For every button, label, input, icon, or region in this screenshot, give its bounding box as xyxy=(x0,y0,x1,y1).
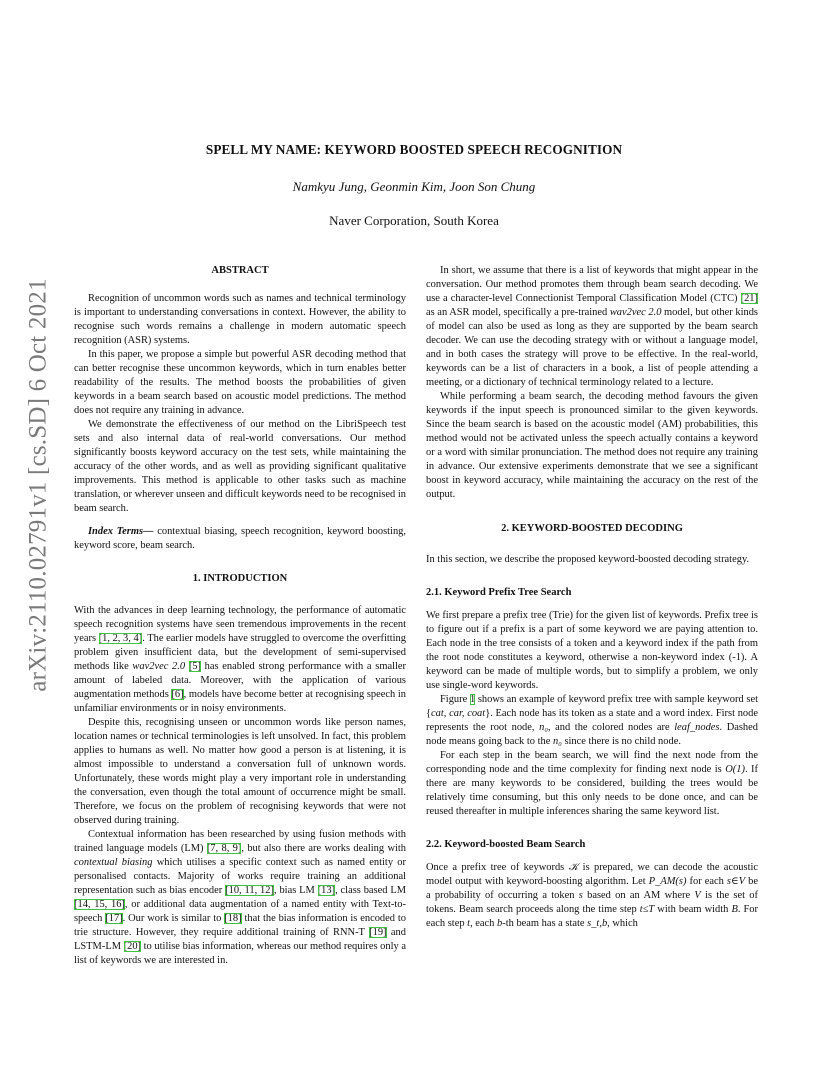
figure-link[interactable]: 1 xyxy=(469,694,476,705)
intro-paragraph-3: Contextual information has been researched by using fusion methods with trained language models (LM) [7, 8, 9], but also there are works dealing with contextual biasing which utilises a specific context such as named entity or personalised contacts. Majority of works require training an additional representation such as bias encoder [10, 11, 12], bias LM [13], class based LM [14, 15, 16], or additional data augmentation of a named entity with Text-to-speech [17]. Our work is similar to [18] that the bias information is encoded to trie structure. However, they require additional training of RNN-T [19] and LSTM-LM [20] to utilise bias information, whereas our method requires only a list of keywords we are interested in. xyxy=(74,829,406,966)
subsection-2-2-paragraph-1: Once a prefix tree of keywords 𝒦 is prepared, we can decode the acoustic model output with keyword-boosting algorithm. Let P_AM(s) for each s∈V be a probability of occurring a token s based on an AM where V is the set of tokens. Beam search proceeds along the time step t≤T with beam width B. For each step t, each b-th beam has a state s_t,b, which xyxy=(426,862,759,929)
index-terms-label: Index Terms— xyxy=(88,526,154,537)
citation-link[interactable]: [13] xyxy=(317,885,336,896)
section-2-intro: In this section, we describe the proposed keyword-boosted decoding strategy. xyxy=(426,554,750,565)
section-2-heading: 2. KEYWORD-BOOSTED DECODING xyxy=(501,523,683,534)
abstract-paragraph-2: In this paper, we propose a simple but powerful ASR decoding method that can better recognise these uncommon keywords, which in turn enables better readability of the results. The method boosts the probabilities of given keywords in a beam search based on acoustic model predictions. The method does not require any training in advance. xyxy=(74,349,406,416)
subsection-2-1-paragraph-2: Figure 1 shows an example of keyword prefix tree with sample keyword set {cat, car, coat}. Each node has its token as a state and a word index. First node represents the root node, n₀, and the colored nodes are leaf_nodes. Dashed node means going back to the n₀ since there is no child node. xyxy=(426,694,758,747)
paper-authors: Namkyu Jung, Geonmin Kim, Joon Son Chung xyxy=(292,179,536,194)
intro-heading: 1. INTRODUCTION xyxy=(192,573,288,584)
citation-link[interactable]: [17] xyxy=(105,913,123,924)
citation-link[interactable]: [7, 8, 9] xyxy=(206,843,242,854)
citation-link[interactable]: [1, 2, 3, 4] xyxy=(98,633,143,644)
intro-paragraph-1: With the advances in deep learning technology, the performance of automatic speech recognition systems have seen tremendous improvements in the recent years [1, 2, 3, 4]. The earlier models have struggled to overcome the overfitting problem given insufficient data, but the development of semi-supervised methods like wav2vec 2.0 [5] has enabled strong performance with a smaller amount of labeled data. Moreover, with the application of various augmentation methods [6], models have become better at recognising speech in unfamiliar environments or in noisy environments. xyxy=(74,605,407,714)
abstract-paragraph-1: Recognition of uncommon words such as names and technical terminology is important to understanding conversations in context. However, the ability to recognise such words remains a challenge in modern automatic speech recognition (ASR) systems. xyxy=(74,293,406,346)
left-column xyxy=(74,264,406,968)
citation-link[interactable]: [19] xyxy=(369,927,387,938)
arxiv-id: arXiv:2110.02791v1 [cs.SD] 6 Oct 2021 xyxy=(25,278,52,692)
citation-link[interactable]: [20] xyxy=(123,941,142,952)
abstract-paragraph-3: We demonstrate the effectiveness of our method on the LibriSpeech test sets and also internal data of real-world conversations. Our method significantly boosts keyword accuracy on the test sets, while maintaining the accuracy of the other words, and as well as providing significant qualitative improvements. This method is applicable to other tasks such as machine translation, or wherever unseen and difficult keywords need to be recognised in beam search. xyxy=(74,419,406,514)
intro-paragraph-5: While performing a beam search, the decoding method favours the given keywords if the input speech is pronounced similar to the given keywords. Since the beam search is based on the acoustic model (AM) probabilities, this method would not be activated unless the speech actually contains a keyword or a word with similar pronunciation. The method does not require any training in advance. Our extensive experiments demonstrate that we see a significant boost in keyword accuracy, while maintaining the accuracy on the rest of the output. xyxy=(426,391,758,500)
right-column xyxy=(426,264,758,931)
citation-link[interactable]: [5] xyxy=(188,661,201,672)
index-terms-text: contextual biasing, speech recognition, keyword boosting, keyword score, beam search. xyxy=(74,526,406,551)
index-terms xyxy=(74,525,406,553)
citation-link[interactable]: [10, 11, 12] xyxy=(225,885,274,896)
citation-link[interactable]: [18] xyxy=(224,913,242,924)
paper-affiliation: Naver Corporation, South Korea xyxy=(329,213,499,228)
abstract-heading: ABSTRACT xyxy=(211,265,269,276)
intro-paragraph-4: In short, we assume that there is a list of keywords that might appear in the conversation. Our method promotes them through beam search decoding. We use a character-level Connectionist Temporal Classification Model (CTC) [21] as an ASR model, specifically a pre-trained wav2vec 2.0 model, but other kinds of model can also be used as long as they are supported by the beam search decoder. We can use the decoding strategy with or without a language model, and in both cases the strategy will prove to be effective. In the real-world, keywords can be a list of characters in a book, a list of people attending a meeting, or a dictionary of technical terminology related to a lecture. xyxy=(426,265,758,388)
subsection-2-1-paragraph-3: For each step in the beam search, we will find the next node from the corresponding node and the time complexity for finding next node is O(1). If there are many keywords to be considered, building the trees would be relatively time consuming, but this only needs to be done once, and can be reused thereafter in multiple inferences sharing the same keyword list. xyxy=(426,750,759,817)
arxiv-stamp xyxy=(19,278,59,692)
citation-link[interactable]: [14, 15, 16] xyxy=(74,899,125,910)
citation-link[interactable]: [21] xyxy=(740,293,758,304)
subsection-2-2-heading: 2.2. Keyword-boosted Beam Search xyxy=(426,839,586,850)
subsection-2-1-heading: 2.1. Keyword Prefix Tree Search xyxy=(426,587,572,598)
subsection-2-1-paragraph-1: We first prepare a prefix tree (Trie) for the given list of keywords. Prefix tree is to figure out if a prefix is a part of some keyword we are paying attention to. Each node in the tree consists of a token and a keyword index if the path from the root node constitutes a keyword, otherwise a non-keyword index (-1). A keyword can be made of multiple words, but to simplify a problem, we only use single-word keywords. xyxy=(426,610,758,691)
intro-paragraph-2: Despite this, recognising unseen or uncommon words like person names, location names or technical terminologies is left unsolved. In fact, this problem applies to humans as well. No matter how good a person is at listening, it is almost impossible to understand a conversation full of unknown words. Unfortunately, these words might play a very important role in understanding the conversation, even though the total amount of occurrence might be small. Therefore, we focus on the problem of recognising keywords that were not observed during training. xyxy=(74,717,406,826)
citation-link[interactable]: [6] xyxy=(171,689,184,700)
paper-title: SPELL MY NAME: KEYWORD BOOSTED SPEECH RECOGNITION xyxy=(205,142,623,157)
